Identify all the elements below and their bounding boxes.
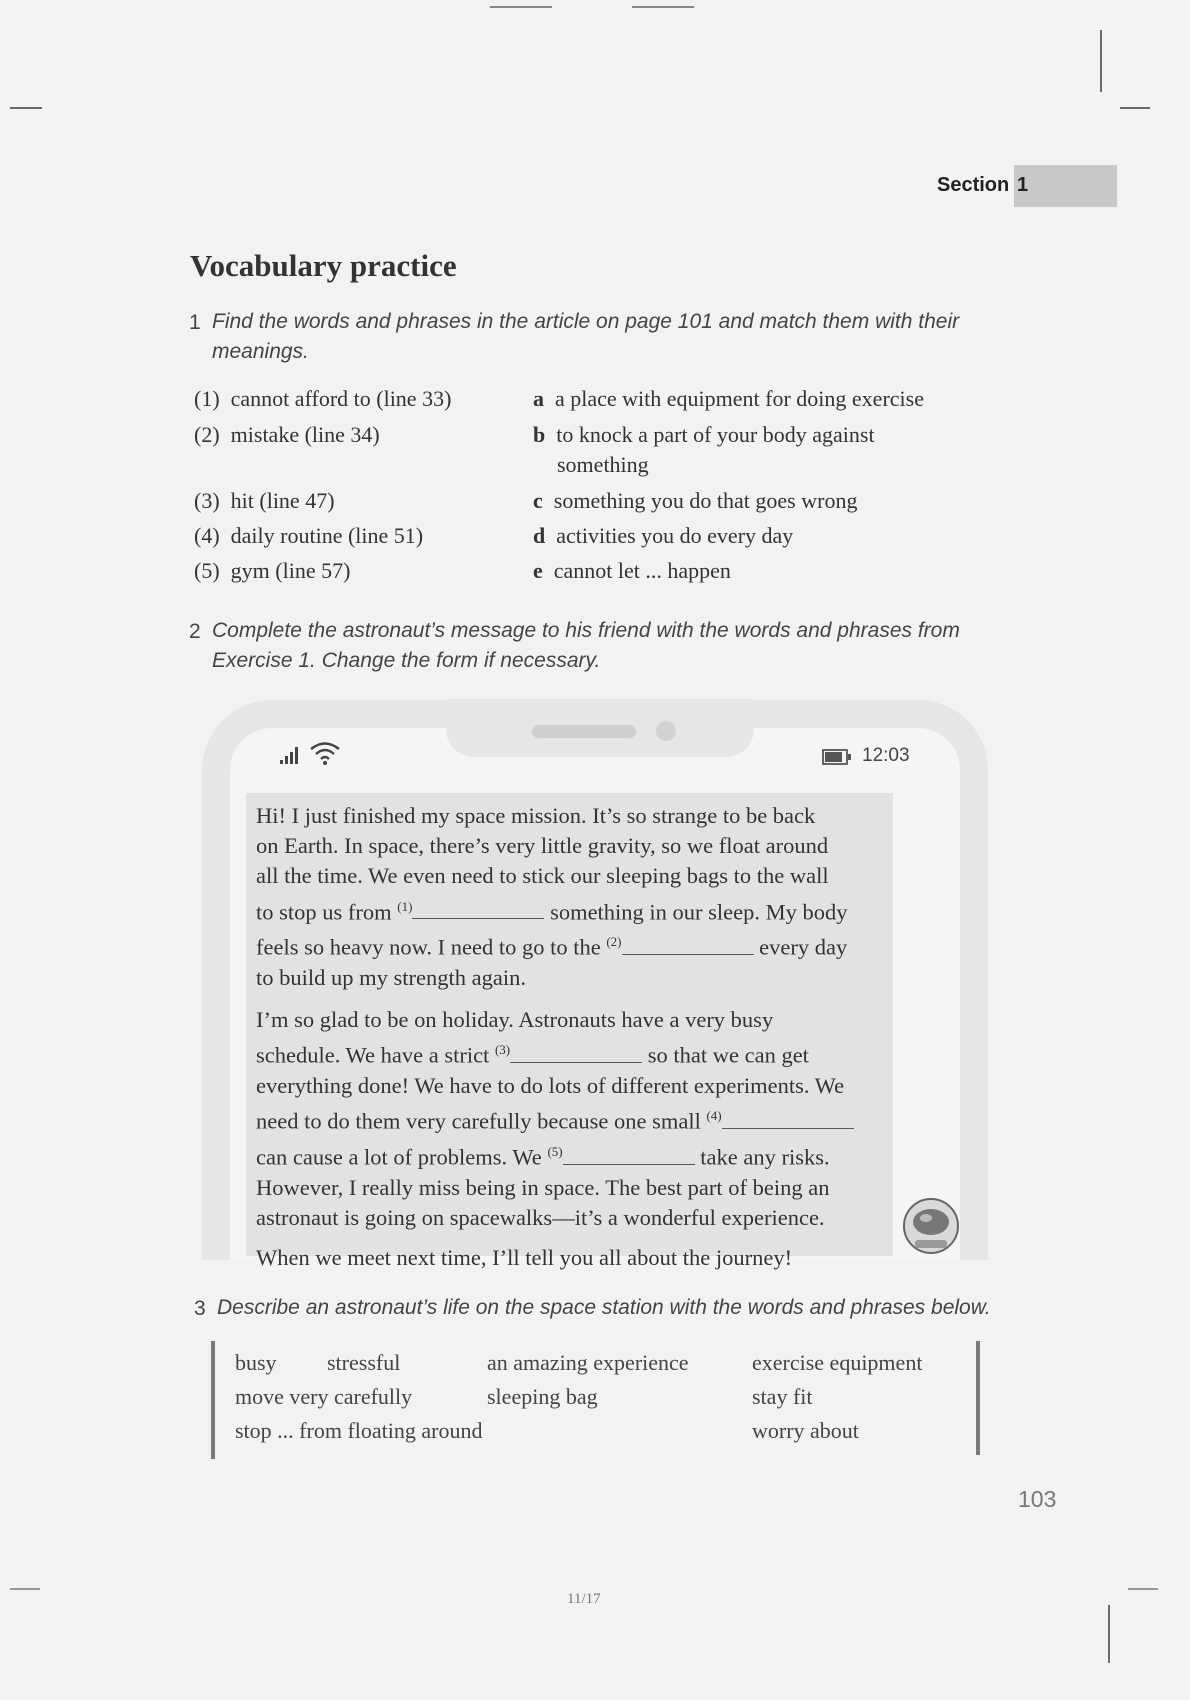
- word-item: sleeping bag: [487, 1384, 598, 1409]
- blank-1[interactable]: [412, 900, 544, 919]
- crop-mark: [10, 107, 42, 109]
- list-item: (4) daily routine (line 51): [194, 523, 424, 548]
- word-item: stop ... from floating around: [235, 1418, 483, 1443]
- list-item-continuation: something: [557, 452, 649, 477]
- astronaut-helmet-icon: [901, 1196, 961, 1256]
- message-line: need to do them very carefully because one small $^{(4)}$: [256, 1101, 896, 1137]
- sheet-counter: 11/17: [567, 1591, 601, 1607]
- message-line: all the time. We even need to stick our sleeping bags to the wall: [256, 863, 829, 889]
- list-item: b to knock a part of your body against: [533, 422, 875, 447]
- message-line: can cause a lot of problems. We $^{(5)}$ take any risks.: [256, 1144, 830, 1170]
- exercise-1-number: 1: [189, 311, 201, 334]
- message-line: feels so heavy now. I need to go to the $^{(2)}$ every day: [256, 934, 848, 960]
- word-item: stressful: [327, 1350, 401, 1375]
- page-title: Vocabulary practice: [190, 248, 457, 283]
- message-line: everything done! We have to do lots of different experiments. We: [256, 1073, 845, 1099]
- list-item: a a place with equipment for doing exercise: [533, 386, 924, 411]
- crop-mark: [1120, 107, 1150, 109]
- battery-icon: [822, 748, 854, 766]
- list-item: (3) hit (line 47): [194, 488, 335, 513]
- message-line: When we meet next time, I’ll tell you all about the journey!: [256, 1245, 793, 1271]
- page-number: 103: [1018, 1486, 1057, 1512]
- word-item: busy: [235, 1350, 277, 1375]
- crop-mark: [1128, 1588, 1158, 1590]
- phone-camera: [656, 721, 676, 741]
- word-box-right-border: [976, 1341, 980, 1455]
- status-time: 12:03: [862, 745, 910, 766]
- message-line: to stop us from $^{(1)}$ something in our sleep. My body: [256, 898, 848, 925]
- list-item: d activities you do every day: [533, 523, 794, 548]
- blank-4[interactable]: [722, 1110, 854, 1129]
- crop-mark: [632, 6, 694, 8]
- crop-mark: [1100, 30, 1102, 92]
- message-text: [256, 801, 896, 1273]
- exercise-3-number: 3: [194, 1297, 206, 1320]
- word-item: exercise equipment: [752, 1350, 923, 1375]
- message-line: I’m so glad to be on holiday. Astronauts have a very busy: [256, 1007, 774, 1033]
- list-item: e cannot let ... happen: [533, 558, 731, 583]
- message-line: schedule. We have a strict $^{(3)}$ so that we can get: [256, 1042, 809, 1068]
- message-line: Hi! I just finished my space mission. It’s so strange to be back: [256, 803, 816, 828]
- crop-mark: [490, 6, 552, 8]
- blank-5[interactable]: [563, 1146, 695, 1165]
- list-item: (1) cannot afford to (line 33): [194, 386, 452, 411]
- message-line: However, I really miss being in space. The best part of being an: [256, 1174, 830, 1200]
- crop-mark: [10, 1588, 40, 1590]
- wifi-icon: [308, 740, 342, 766]
- section-number: 1: [1017, 174, 1029, 196]
- list-item: (2) mistake (line 34): [194, 422, 380, 447]
- list-item: (5) gym (line 57): [194, 558, 351, 583]
- exercise-2-number: 2: [189, 620, 201, 643]
- blank-2[interactable]: [622, 936, 754, 955]
- word-item: an amazing experience: [487, 1350, 689, 1375]
- crop-mark: [1108, 1605, 1110, 1663]
- exercise-1-instruction: Find the words and phrases in the article on page 101 and match them with their meanings.: [212, 310, 960, 363]
- message-line: to build up my strength again.: [256, 965, 526, 991]
- message-line: on Earth. In space, there’s very little gravity, so we float around: [256, 833, 829, 859]
- exercise-3-instruction: Describe an astronaut’s life on the space station with the words and phrases below.: [217, 1296, 991, 1319]
- word-box-left-border: [211, 1341, 215, 1459]
- phone-speaker: [532, 725, 636, 738]
- word-item: worry about: [752, 1418, 859, 1443]
- exercise-2-instruction: Complete the astronaut’s message to his friend with the words and phrases from Exercise 1. Change the form if necessary.: [212, 619, 960, 672]
- blank-3[interactable]: [510, 1044, 642, 1063]
- section-label: Section: [937, 174, 1010, 196]
- message-line: astronaut is going on spacewalks—it’s a wonderful experience.: [256, 1204, 825, 1230]
- word-item: move very carefully: [235, 1384, 413, 1409]
- word-item: stay fit: [752, 1384, 813, 1409]
- list-item: c something you do that goes wrong: [533, 488, 858, 513]
